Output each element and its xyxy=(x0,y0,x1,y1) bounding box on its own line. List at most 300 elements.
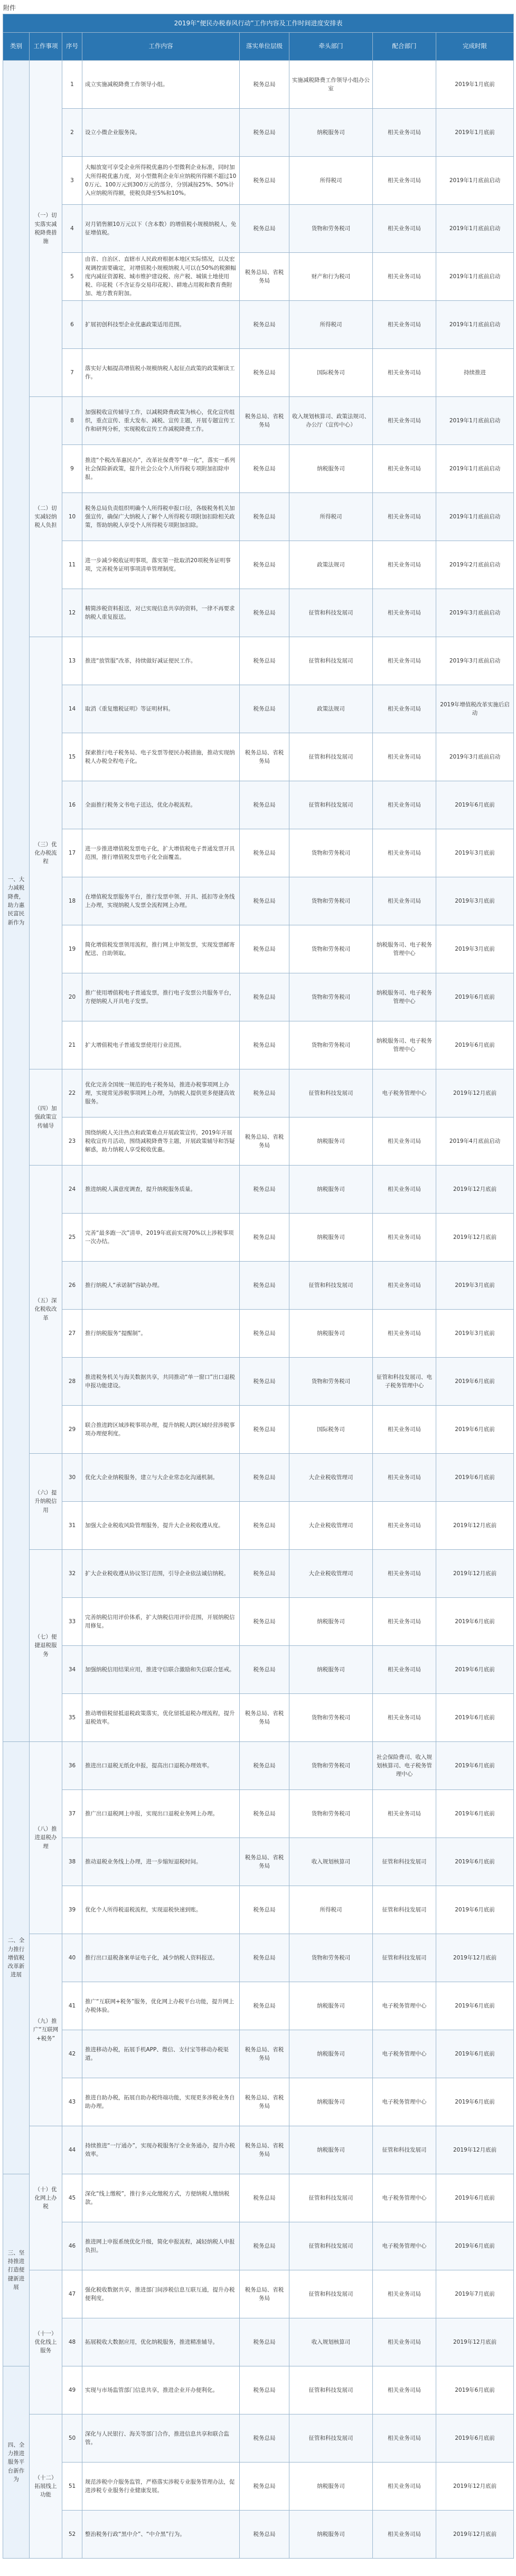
assist-department: 相关业务司局 xyxy=(373,109,436,157)
implementation-level: 税务总局 xyxy=(240,493,289,541)
table-row xyxy=(3,2030,514,2078)
assist-department: 征管和科技发展司、电子税务管理中心 xyxy=(373,1358,436,1406)
implementation-level: 税务总局、省税务局 xyxy=(240,733,289,781)
column-header: 配合部门 xyxy=(373,33,436,61)
row-number: 20 xyxy=(62,973,82,1021)
assist-department: 纳税服务司、电子税务管理中心 xyxy=(373,1021,436,1069)
work-content: 优化完善全国统一规范的电子税务局，推进办税事项网上办理，实现常见涉税事项网上办理，为纳税人提供更多便捷高效服务。 xyxy=(82,1069,240,1117)
implementation-level: 税务总局 xyxy=(240,1790,289,1838)
work-content: 完善纳税信用评价体系，扩大纳税信用评价范围，开展纳税信用修复。 xyxy=(82,1598,240,1646)
implementation-level: 税务总局 xyxy=(240,1598,289,1646)
assist-department: 征管和科技发展司 xyxy=(373,2126,436,2174)
assist-department: 相关业务司局 xyxy=(373,493,436,541)
work-content: 完善“最多跑一次”清单，2019年底前实现70%以上涉税事项一次办结。 xyxy=(82,1214,240,1262)
header-row xyxy=(3,33,514,61)
assist-department: 相关业务司局 xyxy=(373,1214,436,1262)
column-header: 工作内容 xyxy=(82,33,240,61)
work-content: 探索推行电子税务局、电子发票等便民办税措施，推动实现纳税人办税全程电子化。 xyxy=(82,733,240,781)
deadline: 2019年6月底前 xyxy=(436,1694,514,1742)
assist-department: 相关业务司局 xyxy=(373,1310,436,1358)
work-content: 加强大企业税收风险管理服务，提升大企业税收遵从度。 xyxy=(82,1502,240,1550)
deadline: 2019年1月底前启动 xyxy=(436,205,514,253)
deadline: 2019年6月底前 xyxy=(436,781,514,829)
lead-department: 征管和科技发展司 xyxy=(289,733,373,781)
subcategory-cell: （八）推进退税办理 xyxy=(30,1742,62,1934)
lead-department: 纳税服务司 xyxy=(289,1982,373,2030)
implementation-level: 税务总局、省税务局 xyxy=(240,2030,289,2078)
table-row xyxy=(3,589,514,637)
assist-department: 相关业务司局 xyxy=(373,1646,436,1694)
implementation-level: 税务总局 xyxy=(240,1934,289,1982)
work-content: 持续推进“一厅通办”，实现办税服务厅全业务通办，提升办税效率。 xyxy=(82,2126,240,2174)
subcategory-cell: （十一）优化线上服务 xyxy=(30,2270,62,2414)
implementation-level: 税务总局 xyxy=(240,1021,289,1069)
implementation-level: 税务总局、省税务局 xyxy=(240,253,289,301)
work-content: 推进税务机关与海关数据共享，共同推动“单一窗口”出口退税申报功能建设。 xyxy=(82,1358,240,1406)
row-number: 9 xyxy=(62,445,82,493)
deadline: 2019年6月底前 xyxy=(436,2366,514,2414)
implementation-level: 税务总局 xyxy=(240,685,289,733)
table-row xyxy=(3,1694,514,1742)
work-content: 优化个人所得税退税流程，实现退税快速到账。 xyxy=(82,1886,240,1934)
column-header: 类别 xyxy=(3,33,30,61)
implementation-level: 税务总局 xyxy=(240,2366,289,2414)
work-content: 推广“互联网+税务”服务，优化网上办税平台功能，提升网上办税体验。 xyxy=(82,1982,240,2030)
implementation-level: 税务总局 xyxy=(240,1262,289,1310)
work-content: 由省、自治区、直辖市人民政府根据本地区实际情况，以及宏观调控需要确定，对增值税小规模纳税人可以在50%的税额幅度内减征资源税、城市维护建设税、房产税、城镇土地使用税、印花税（不含证券交易印花税）、耕地占用税和教育费附加、地方教育附加。 xyxy=(82,253,240,301)
table-row xyxy=(3,445,514,493)
column-header: 工作事项 xyxy=(30,33,62,61)
implementation-level: 税务总局 xyxy=(240,1982,289,2030)
row-number: 7 xyxy=(62,349,82,397)
implementation-level: 税务总局、省税务局 xyxy=(240,2270,289,2318)
deadline: 2019年6月底前 xyxy=(436,2222,514,2270)
table-row xyxy=(3,1598,514,1646)
category-cell: 四、全力推进服务平台新作为 xyxy=(3,2366,30,2559)
work-content: 深化与人民银行、海关等部门合作，推进信息共享和联合监管。 xyxy=(82,2414,240,2463)
row-number: 8 xyxy=(62,397,82,445)
table-body xyxy=(3,61,514,2559)
assist-department: 电子税务管理中心 xyxy=(373,2078,436,2126)
deadline: 2019年6月底前 xyxy=(436,1358,514,1406)
implementation-level: 税务总局 xyxy=(240,1646,289,1694)
lead-department: 纳税服务司 xyxy=(289,1310,373,1358)
table-row xyxy=(3,1838,514,1886)
table-row xyxy=(3,61,514,109)
deadline: 2019年3月底前 xyxy=(436,925,514,973)
table-row xyxy=(3,1982,514,2030)
table-row xyxy=(3,1790,514,1838)
table-row xyxy=(3,973,514,1021)
lead-department: 大企业税收管理司 xyxy=(289,1550,373,1598)
assist-department: 征管和科技发展司 xyxy=(373,1934,436,1982)
row-number: 50 xyxy=(62,2414,82,2463)
lead-department: 货物和劳务税司 xyxy=(289,829,373,877)
row-number: 46 xyxy=(62,2222,82,2270)
deadline: 2019年3月底前 xyxy=(436,1262,514,1310)
row-number: 4 xyxy=(62,205,82,253)
implementation-level: 税务总局 xyxy=(240,157,289,205)
work-content: 推进“个税改革惠民办”，改革社保费等“单一化”，落实一系列社会保险新政策，提升社会公众个人所得税专项附加扣除申报。 xyxy=(82,445,240,493)
table-row xyxy=(3,301,514,349)
row-number: 23 xyxy=(62,1117,82,1166)
table-row xyxy=(3,397,514,445)
row-number: 32 xyxy=(62,1550,82,1598)
lead-department: 纳税服务司 xyxy=(289,109,373,157)
table-row xyxy=(3,1166,514,1214)
work-content: 大幅放宽可享受企业所得税优惠的小型微利企业标准，同时加大所得税优惠力度，对小型微利企业年应纳税所得额不超过100万元、100万元到300万元的部分，分别减按25%、50%计入应纳税所得额，使税负降至5%和10%。 xyxy=(82,157,240,205)
assist-department: 相关业务司局 xyxy=(373,733,436,781)
implementation-level: 税务总局 xyxy=(240,1550,289,1598)
lead-department: 征管和科技发展司 xyxy=(289,2222,373,2270)
lead-department: 货物和劳务税司 xyxy=(289,1358,373,1406)
work-content: 扩展初创科技型企业优惠政策适用范围。 xyxy=(82,301,240,349)
deadline: 2019年6月底前 xyxy=(436,1982,514,2030)
deadline: 2019年12月底前 xyxy=(436,1934,514,1982)
table-row xyxy=(3,2078,514,2126)
work-content: 推动增值税留抵退税政策落实，优化留抵退税办理流程，提升退税效率。 xyxy=(82,1694,240,1742)
table-row xyxy=(3,1502,514,1550)
row-number: 37 xyxy=(62,1790,82,1838)
lead-department: 纳税服务司 xyxy=(289,2463,373,2511)
implementation-level: 税务总局 xyxy=(240,109,289,157)
lead-department: 货物和劳务税司 xyxy=(289,1694,373,1742)
assist-department: 相关业务司局 xyxy=(373,2511,436,2559)
row-number: 1 xyxy=(62,61,82,109)
lead-department: 货物和劳务税司 xyxy=(289,205,373,253)
deadline: 2019年6月底前 xyxy=(436,2078,514,2126)
implementation-level: 税务总局 xyxy=(240,925,289,973)
implementation-level: 税务总局 xyxy=(240,2174,289,2222)
work-content: 推进“放管服”改革，持续做好减证便民工作。 xyxy=(82,637,240,685)
lead-department: 征管和科技发展司 xyxy=(289,1262,373,1310)
deadline: 2019年12月底前 xyxy=(436,2511,514,2559)
assist-department: 电子税务管理中心 xyxy=(373,2030,436,2078)
work-content: 强化税收数据共享，推进部门间涉税信息互联互通，提升办税便利度。 xyxy=(82,2270,240,2318)
column-header: 完成时限 xyxy=(436,33,514,61)
implementation-level: 税务总局 xyxy=(240,2511,289,2559)
lead-department: 货物和劳务税司 xyxy=(289,973,373,1021)
row-number: 24 xyxy=(62,1166,82,1214)
table-row xyxy=(3,1406,514,1454)
table-row xyxy=(3,2174,514,2222)
subcategory-cell: （七）便捷退税服务 xyxy=(30,1550,62,1742)
implementation-level: 税务总局 xyxy=(240,2463,289,2511)
work-content: 推动退税业务线上办理，进一步缩短退税时间。 xyxy=(82,1838,240,1886)
assist-department: 相关业务司局 xyxy=(373,445,436,493)
row-number: 2 xyxy=(62,109,82,157)
table-row xyxy=(3,2126,514,2174)
assist-department: 相关业务司局 xyxy=(373,2414,436,2463)
lead-department: 货物和劳务税司 xyxy=(289,1934,373,1982)
row-number: 40 xyxy=(62,1934,82,1982)
work-content: 围绕纳税人关注热点和政策难点开展政策宣传，2019年开展税收宣传月活动，围绕减税降费等主题，开展政策辅导和答疑解惑，助力纳税人享受税收优惠。 xyxy=(82,1117,240,1166)
deadline: 2019年6月底前 xyxy=(436,1406,514,1454)
deadline: 2019年6月底前 xyxy=(436,1646,514,1694)
subcategory-cell: （十二）拓展线上功能 xyxy=(30,2414,62,2559)
implementation-level: 税务总局 xyxy=(240,1886,289,1934)
subcategory-cell: （五）深化税收改革 xyxy=(30,1166,62,1454)
lead-department: 实施减税降费工作领导小组办公室 xyxy=(289,61,373,109)
row-number: 12 xyxy=(62,589,82,637)
deadline: 2019年增值税改革实施后启动 xyxy=(436,685,514,733)
implementation-level: 税务总局 xyxy=(240,1069,289,1117)
work-content: 推广使用增值税电子普通发票，推行电子发票公共服务平台，方便纳税人开具电子发票。 xyxy=(82,973,240,1021)
table-row xyxy=(3,925,514,973)
row-number: 44 xyxy=(62,2126,82,2174)
deadline: 2019年6月底前 xyxy=(436,2030,514,2078)
row-number: 41 xyxy=(62,1982,82,2030)
deadline: 2019年12月底前 xyxy=(436,2463,514,2511)
deadline: 2019年1月底前启动 xyxy=(436,445,514,493)
implementation-level: 税务总局 xyxy=(240,2414,289,2463)
row-number: 29 xyxy=(62,1406,82,1454)
lead-department: 收入规划核算司 xyxy=(289,1838,373,1886)
assist-department: 相关业务司局 xyxy=(373,253,436,301)
table-row xyxy=(3,1358,514,1406)
table-row xyxy=(3,637,514,685)
deadline: 2019年3月底前启动 xyxy=(436,733,514,781)
lead-department: 货物和劳务税司 xyxy=(289,1742,373,1790)
subcategory-cell: （六）提升纳税信用 xyxy=(30,1454,62,1550)
row-number: 43 xyxy=(62,2078,82,2126)
table-row xyxy=(3,1310,514,1358)
row-number: 6 xyxy=(62,301,82,349)
lead-department: 纳税服务司 xyxy=(289,2078,373,2126)
row-number: 48 xyxy=(62,2318,82,2366)
assist-department: 相关业务司局 xyxy=(373,301,436,349)
implementation-level: 税务总局 xyxy=(240,589,289,637)
lead-department: 国际税务司 xyxy=(289,349,373,397)
table-row xyxy=(3,2222,514,2270)
assist-department: 相关业务司局 xyxy=(373,829,436,877)
subcategory-cell: （九）推广“互联网+税务” xyxy=(30,1934,62,2126)
lead-department: 收入规划核算司、政策法规司、办公厅（宣传中心） xyxy=(289,397,373,445)
table-row xyxy=(3,349,514,397)
lead-department: 货物和劳务税司 xyxy=(289,1790,373,1838)
deadline: 2019年1月底前启动 xyxy=(436,493,514,541)
table-row xyxy=(3,1550,514,1598)
assist-department: 相关业务司局 xyxy=(373,1502,436,1550)
deadline: 2019年4月底前启动 xyxy=(436,1117,514,1166)
work-content: 精简涉税资料报送，对已实现信息共享的资料，一律不再要求纳税人重复报送。 xyxy=(82,589,240,637)
assist-department xyxy=(373,61,436,109)
lead-department: 纳税服务司 xyxy=(289,445,373,493)
assist-department: 相关业务司局 xyxy=(373,685,436,733)
deadline: 2019年6月底前 xyxy=(436,2414,514,2463)
deadline: 2019年1月底前 xyxy=(436,61,514,109)
row-number: 34 xyxy=(62,1646,82,1694)
lead-department: 所得税司 xyxy=(289,493,373,541)
work-content: 税务总局负责组织明确个人所得税申报口径，各级税务机关加强宣传，确保广大纳税人了解个人所得税专项附加扣除相关政策，帮助纳税人享受个人所得税专项附加扣除。 xyxy=(82,493,240,541)
row-number: 26 xyxy=(62,1262,82,1310)
lead-department: 所得税司 xyxy=(289,301,373,349)
work-content: 推进出口退税无纸化申报，提高出口退税办理效率。 xyxy=(82,1742,240,1790)
column-header: 序号 xyxy=(62,33,82,61)
work-content: 推行纳税服务“提醒制”。 xyxy=(82,1310,240,1358)
assist-department: 相关业务司局 xyxy=(373,1117,436,1166)
table-row xyxy=(3,1117,514,1166)
deadline: 2019年6月底前 xyxy=(436,1742,514,1790)
lead-department: 财产和行为税司 xyxy=(289,253,373,301)
table-row xyxy=(3,2366,514,2414)
implementation-level: 税务总局 xyxy=(240,829,289,877)
implementation-level: 税务总局 xyxy=(240,349,289,397)
implementation-level: 税务总局、省税务局 xyxy=(240,397,289,445)
lead-department: 收入规划核算司 xyxy=(289,2318,373,2366)
table-row xyxy=(3,493,514,541)
table-row xyxy=(3,1646,514,1694)
lead-department: 征管和科技发展司 xyxy=(289,781,373,829)
deadline: 2019年12月底前 xyxy=(436,1214,514,1262)
deadline: 2019年3月底前启动 xyxy=(436,637,514,685)
implementation-level: 税务总局 xyxy=(240,205,289,253)
lead-department: 所得税司 xyxy=(289,157,373,205)
assist-department: 相关业务司局 xyxy=(373,2366,436,2414)
deadline: 2019年2月底前启动 xyxy=(436,541,514,589)
work-content: 深化“线上缴税”，推行多元化缴税方式，方便纳税人缴纳税款。 xyxy=(82,2174,240,2222)
category-cell: 三、坚持推进打造便捷新进展 xyxy=(3,2174,30,2366)
lead-department: 大企业税收管理司 xyxy=(289,1454,373,1502)
lead-department: 货物和劳务税司 xyxy=(289,1021,373,1069)
assist-department: 相关业务司局 xyxy=(373,2318,436,2366)
lead-department: 大企业税收管理司 xyxy=(289,1502,373,1550)
table-row xyxy=(3,253,514,301)
work-content: 加强税收宣传辅导工作，以减税降费政策为核心，优化宣传组织，重点宣传、重大发布、减税、宣传主题，开展专题宣传工作和研判分析，实现税收宣传工作减税降费工作。 xyxy=(82,397,240,445)
assist-department: 相关业务司局 xyxy=(373,1790,436,1838)
row-number: 21 xyxy=(62,1021,82,1069)
assist-department: 相关业务司局 xyxy=(373,157,436,205)
row-number: 51 xyxy=(62,2463,82,2511)
deadline: 2019年1月底前 xyxy=(436,109,514,157)
implementation-level: 税务总局 xyxy=(240,877,289,925)
assist-department: 电子税务管理中心 xyxy=(373,2222,436,2270)
work-content: 进一步推进增值税发票电子化，扩大增值税电子普通发票开具范围，推行增值税发票电子化全面覆盖。 xyxy=(82,829,240,877)
implementation-level: 税务总局 xyxy=(240,2318,289,2366)
lead-department: 纳税服务司 xyxy=(289,1214,373,1262)
assist-department: 相关业务司局 xyxy=(373,589,436,637)
work-content: 推进自助办税，拓展自助办税终端功能，实现更多涉税业务自助办理。 xyxy=(82,2078,240,2126)
work-content: 联合推进跨区域涉税事项办理，提升纳税人跨区域经营涉税事项办理便利度。 xyxy=(82,1406,240,1454)
assist-department: 相关业务司局 xyxy=(373,1598,436,1646)
work-content: 规范涉税中介服务监管，严格落实涉税专业服务管理办法，促进涉税专业服务行业健康发展。 xyxy=(82,2463,240,2511)
assist-department: 电子税务管理中心 xyxy=(373,1982,436,2030)
row-number: 22 xyxy=(62,1069,82,1117)
lead-department: 征管和科技发展司 xyxy=(289,637,373,685)
implementation-level: 税务总局 xyxy=(240,2222,289,2270)
lead-department: 国际税务司 xyxy=(289,1406,373,1454)
deadline: 2019年6月底前 xyxy=(436,1598,514,1646)
subcategory-cell: （二）切实减轻纳税人负担 xyxy=(30,397,62,637)
deadline: 2019年6月底前 xyxy=(436,973,514,1021)
category-cell: 二、全力推行增值税改革新进展 xyxy=(3,1742,30,2174)
assist-department: 相关业务司局 xyxy=(373,877,436,925)
category-cell: 一、大力减税降费，助力惠民富民新作为 xyxy=(3,61,30,1742)
row-number: 17 xyxy=(62,829,82,877)
assist-department: 相关业务司局 xyxy=(373,1406,436,1454)
implementation-level: 税务总局 xyxy=(240,1406,289,1454)
row-number: 33 xyxy=(62,1598,82,1646)
implementation-level: 税务总局 xyxy=(240,781,289,829)
assist-department: 相关业务司局 xyxy=(373,1262,436,1310)
lead-department: 征管和科技发展司 xyxy=(289,2366,373,2414)
row-number: 16 xyxy=(62,781,82,829)
lead-department: 政策法规司 xyxy=(289,541,373,589)
row-number: 30 xyxy=(62,1454,82,1502)
implementation-level: 税务总局 xyxy=(240,1502,289,1550)
assist-department: 社会保险费司、收入规划核算司、电子税务管理中心 xyxy=(373,1742,436,1790)
table-row xyxy=(3,1886,514,1934)
assist-department: 相关业务司局 xyxy=(373,1454,436,1502)
implementation-level: 税务总局 xyxy=(240,61,289,109)
table-row xyxy=(3,781,514,829)
row-number: 36 xyxy=(62,1742,82,1790)
implementation-level: 税务总局 xyxy=(240,301,289,349)
deadline: 2019年1月底前启动 xyxy=(436,397,514,445)
assist-department: 相关业务司局 xyxy=(373,1694,436,1742)
row-number: 39 xyxy=(62,1886,82,1934)
work-content: 简化增值税发票领用流程，推行网上申领发票，实现发票邮寄配送、自助领取。 xyxy=(82,925,240,973)
table-row xyxy=(3,205,514,253)
work-content: 扩大企业税收遵从协议签订范围，引导企业依法诚信纳税。 xyxy=(82,1550,240,1598)
table-row xyxy=(3,2511,514,2559)
deadline: 2019年6月底前 xyxy=(436,1454,514,1502)
assist-department: 相关业务司局 xyxy=(373,2270,436,2318)
work-content: 成立实施减税降费工作领导小组。 xyxy=(82,61,240,109)
annex-label: 附件 xyxy=(3,4,16,12)
row-number: 5 xyxy=(62,253,82,301)
deadline: 2019年3月底前启动 xyxy=(436,589,514,637)
work-content: 在增值税发票服务平台，推行发票申领、开具、抵扣等业务线上办理，实现纳税人发票全流程网上办理。 xyxy=(82,877,240,925)
assist-department: 相关业务司局 xyxy=(373,637,436,685)
lead-department: 征管和科技发展司 xyxy=(289,2174,373,2222)
column-header: 牵头部门 xyxy=(289,33,373,61)
assist-department: 电子税务管理中心 xyxy=(373,2174,436,2222)
implementation-level: 税务总局、省税务局 xyxy=(240,2078,289,2126)
assist-department: 相关业务司局 xyxy=(373,1166,436,1214)
deadline: 2019年6月底前 xyxy=(436,2174,514,2222)
deadline: 2019年12月底前 xyxy=(436,1069,514,1117)
deadline: 2019年3月底前 xyxy=(436,877,514,925)
work-content: 对月销售额10万元以下（含本数）的增值税小规模纳税人，免征增值税。 xyxy=(82,205,240,253)
deadline: 2019年12月底前 xyxy=(436,2318,514,2366)
lead-department: 征管和科技发展司 xyxy=(289,589,373,637)
schedule-table xyxy=(3,14,514,2559)
deadline: 2019年3月底前 xyxy=(436,1310,514,1358)
work-content: 加强纳税信用结果应用，推进守信联合激励和失信联合惩戒。 xyxy=(82,1646,240,1694)
lead-department: 征管和科技发展司 xyxy=(289,1069,373,1117)
table-row xyxy=(3,1021,514,1069)
lead-department: 征管和科技发展司 xyxy=(289,2270,373,2318)
implementation-level: 税务总局 xyxy=(240,1358,289,1406)
row-number: 28 xyxy=(62,1358,82,1406)
implementation-level: 税务总局 xyxy=(240,541,289,589)
row-number: 31 xyxy=(62,1502,82,1550)
work-content: 取消《重复缴税证明》等证明材料。 xyxy=(82,685,240,733)
work-content: 推进网上申报系统优化升级，简化申报流程，减轻纳税人申报负担。 xyxy=(82,2222,240,2270)
table-row xyxy=(3,2270,514,2318)
row-number: 47 xyxy=(62,2270,82,2318)
lead-department: 货物和劳务税司 xyxy=(289,925,373,973)
table-row xyxy=(3,1934,514,1982)
assist-department: 相关业务司局 xyxy=(373,1550,436,1598)
implementation-level: 税务总局 xyxy=(240,445,289,493)
deadline: 2019年12月底前 xyxy=(436,1550,514,1598)
row-number: 18 xyxy=(62,877,82,925)
work-content: 推行纳税人“承诺制”容缺办理。 xyxy=(82,1262,240,1310)
lead-department: 所得税司 xyxy=(289,1886,373,1934)
lead-department: 纳税服务司 xyxy=(289,1598,373,1646)
